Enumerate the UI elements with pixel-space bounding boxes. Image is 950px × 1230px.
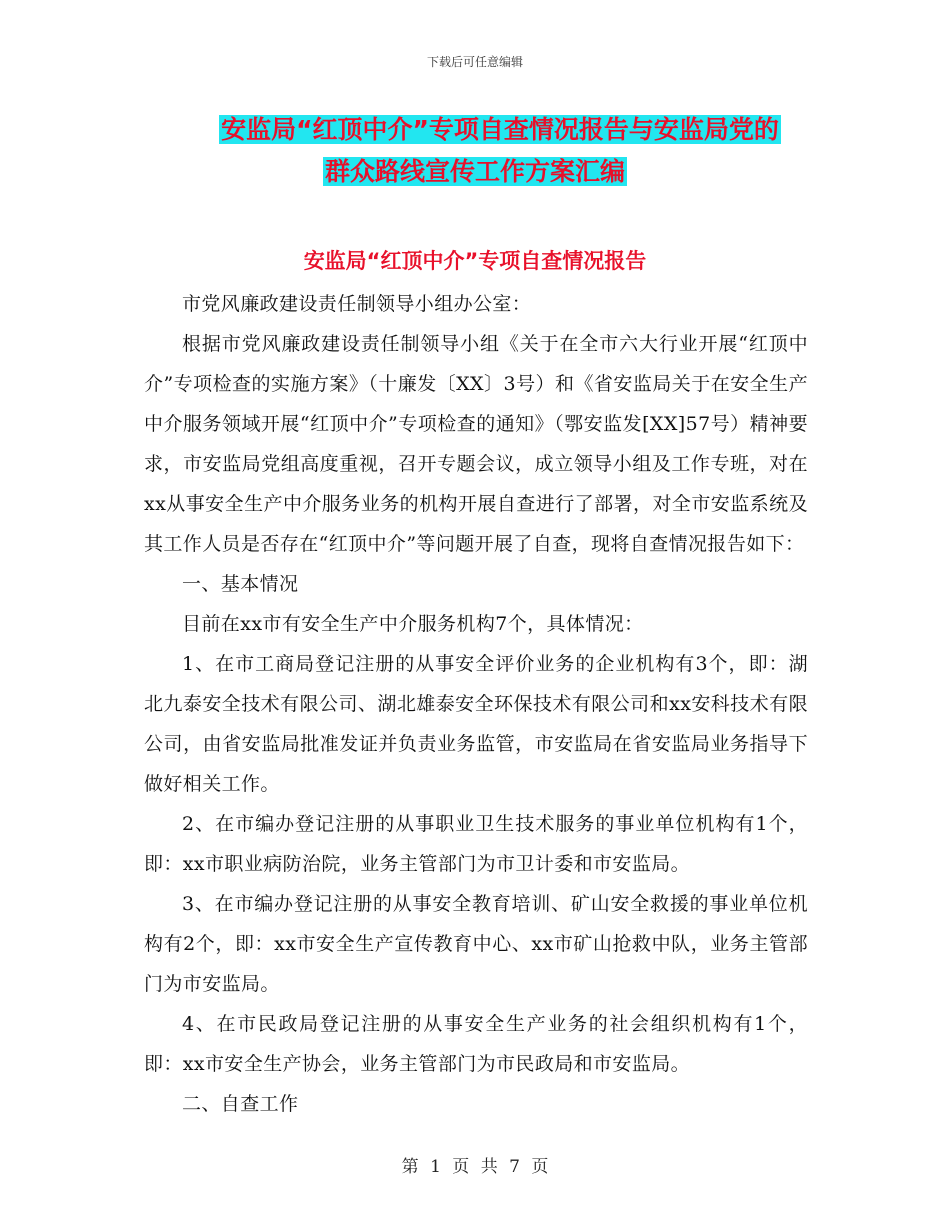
document-title-line-2 — [0, 152, 950, 192]
document-title-line-1 — [0, 110, 950, 150]
document-title-text-2: 群众路线宣传工作方案汇编 — [324, 157, 625, 186]
paragraph: 1、在市工商局登记注册的从事安全评价业务的企业机构有3个，即：湖北九泰安全技术有限公司、湖北雄泰安全环保技术有限公司和xx安科技术有限公司，由省安监局批准发证并负责业务监管，市安监局在省安监局业务指导下做好相关工作。 — [144, 653, 808, 795]
paragraph: 4、在市民政局登记注册的从事安全生产业务的社会组织机构有1个，即：xx市安全生产协会，业务主管部门为市民政局和市安监局。 — [144, 1013, 808, 1075]
paragraph: 目前在xx市有安全生产中介服务机构7个，具体情况： — [182, 613, 644, 635]
paragraph: 根据市党风廉政建设责任制领导小组《关于在全市六大行业开展“红顶中介”专项检查的实施方案》（十廉发〔XX〕3号）和《省安监局关于在安全生产中介服务领域开展“红顶中介”专项检查的通知》（鄂安监发[XX]57号）精神要求，市安监局党组高度重视，召开专题会议，成立领导小组及工作专班，对在xx从事安全生产中介服务业务的机构开展自查进行了部署，对全市安监系统及其工作人员是否存在“红顶中介”等问题开展了自查，现将自查情况报告如下： — [144, 333, 808, 555]
document-title-text-1: 安监局“红顶中介”专项自查情况报告与安监局党的 — [221, 115, 779, 144]
header-note: 下载后可任意编辑 — [426, 55, 523, 69]
page-footer: 第 1 页 共 7 页 — [401, 1157, 549, 1177]
document-body — [144, 284, 808, 1124]
salutation: 市党风廉政建设责任制领导小组办公室： — [182, 293, 532, 315]
section-title: 安监局“红顶中介”专项自查情况报告 — [303, 249, 647, 273]
paragraph: 2、在市编办登记注册的从事职业卫生技术服务的事业单位机构有1个，即：xx市职业病防治院，业务主管部门为市卫计委和市安监局。 — [144, 813, 808, 875]
section-heading: 一、基本情况 — [182, 573, 299, 595]
section-heading: 二、自查工作 — [182, 1093, 299, 1115]
paragraph: 3、在市编办登记注册的从事安全教育培训、矿山安全救援的事业单位机构有2个，即：xx市安全生产宣传教育中心、xx市矿山抢救中队，业务主管部门为市安监局。 — [144, 893, 808, 995]
